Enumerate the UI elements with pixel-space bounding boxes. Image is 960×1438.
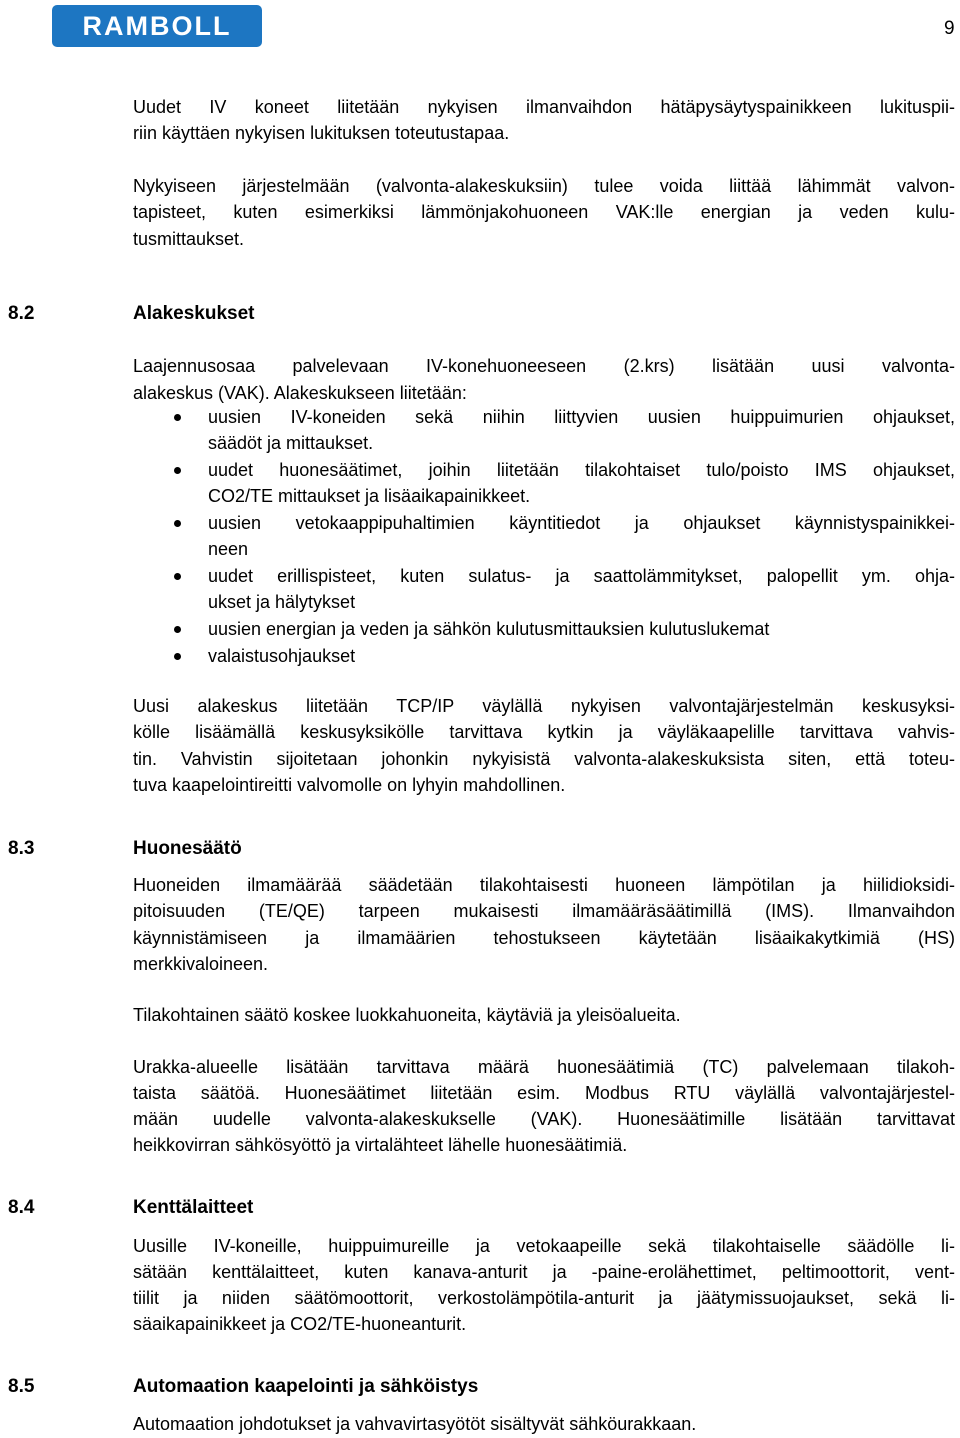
text-line: tuva kaapelointireitti valvomolle on lyhyin mahdollinen. <box>133 775 566 795</box>
list-item: valaistusohjaukset <box>208 646 356 666</box>
section-number: 8.2 <box>8 303 35 324</box>
section-title: Huonesäätö <box>133 838 242 859</box>
text-line: alakeskus (VAK). Alakeskukseen liitetään: <box>133 383 467 403</box>
bullet-icon <box>174 414 181 421</box>
text-line: Laajennusosaa palvelevaan IV-konehuoneeseen (2.krs) lisätään uusi valvonta- <box>133 356 955 376</box>
text-line: tapisteet, kuten esimerkiksi lämmönjakohuoneen VAK:lle energian ja veden kulu- <box>133 202 955 222</box>
section-title: Alakeskukset <box>133 303 255 324</box>
text-line: Urakka-alueelle lisätään tarvittava määrä huonesäätimiä (TC) palvelemaan tilakoh- <box>133 1057 955 1077</box>
list-item: uudet huonesäätimet, joihin liitetään tilakohtaiset tulo/poisto IMS ohjaukset, <box>208 460 955 480</box>
section-number: 8.4 <box>8 1197 35 1218</box>
section-number: 8.3 <box>8 838 35 859</box>
text-line: käynnistämiseen ja ilmamäärien tehostukseen käytetään lisäaikakytkimiä (HS) <box>133 928 955 948</box>
text-line: mään uudelle valvonta-alakeskukselle (VAK). Huonesäätimille lisätään tarvittavat <box>133 1109 955 1129</box>
list-item: uusien IV-koneiden sekä niihin liittyvien uusien huippuimurien ohjaukset, <box>208 407 955 427</box>
text-line: sätään kenttälaitteet, kuten kanava-anturit ja -paine-erolähettimet, peltimoottorit, vent- <box>133 1262 955 1282</box>
text-line: Tilakohtainen säätö koskee luokkahuoneita, käytäviä ja yleisöalueita. <box>133 1005 681 1025</box>
bullet-icon <box>174 653 181 660</box>
logo-text: RAMBOLL <box>82 10 232 41</box>
bullet-icon <box>174 573 181 580</box>
text-line: riin käyttäen nykyisen lukituksen toteutustapaa. <box>133 123 510 143</box>
bullet-icon <box>174 520 181 527</box>
text-line: Uusille IV-koneille, huippuimureille ja vetokaapeille sekä tilakohtaiselle säädölle li- <box>133 1236 955 1256</box>
ramboll-logo <box>52 5 262 47</box>
text-line: tusmittaukset. <box>133 229 245 249</box>
text-line: heikkovirran sähkösyöttö ja virtalähteet lähelle huonesäätimiä. <box>133 1135 628 1155</box>
list-item-cont: CO2/TE mittaukset ja lisäaikapainikkeet. <box>208 486 531 506</box>
text-line: tiilit ja niiden säätömoottorit, verkostolämpötila-anturit ja jäätymissuojaukset, sekä li- <box>133 1288 955 1308</box>
list-item: uusien vetokaappipuhaltimien käyntitiedot ja ohjaukset käynnistyspainikkei- <box>208 513 955 533</box>
section-number: 8.5 <box>8 1376 35 1397</box>
list-item-cont: säädöt ja mittaukset. <box>208 433 374 453</box>
bullet-icon <box>174 626 181 633</box>
list-item: uusien energian ja veden ja sähkön kulutusmittauksien kulutuslukemat <box>208 619 770 639</box>
text-line: merkkivaloineen. <box>133 954 269 974</box>
section-title: Automaation kaapelointi ja sähköistys <box>133 1376 479 1397</box>
list-item-cont: ukset ja hälytykset <box>208 592 356 612</box>
text-line: Uudet IV koneet liitetään nykyisen ilmanvaihdon hätäpysäytyspainikkeen lukituspii- <box>133 97 955 117</box>
text-line: kölle lisäämällä keskusyksikölle tarvittava kytkin ja väyläkaapelille tarvittava vahvis- <box>133 722 955 742</box>
text-line: taista säätöä. Huonesäätimet liitetään esim. Modbus RTU väylällä valvontajärjestel- <box>133 1083 955 1103</box>
section-title: Kenttälaitteet <box>133 1197 254 1218</box>
bullet-icon <box>174 467 181 474</box>
text-line: säaikapainikkeet ja CO2/TE-huoneanturit. <box>133 1314 467 1334</box>
text-line: Automaation johdotukset ja vahvavirtasyötöt sisältyvät sähköurakkaan. <box>133 1414 697 1434</box>
text-line: Nykyiseen järjestelmään (valvonta-alakeskuksiin) tulee voida liittää lähimmät valvon- <box>133 176 955 196</box>
list-item: uudet erillispisteet, kuten sulatus- ja saattolämmitykset, palopellit ym. ohja- <box>208 566 955 586</box>
list-item-cont: neen <box>208 539 249 559</box>
text-line: pitoisuuden (TE/QE) tarpeen mukaisesti ilmamääräsäätimillä (IMS). Ilmanvaihdon <box>133 901 955 921</box>
text-line: Uusi alakeskus liitetään TCP/IP väylällä nykyisen valvontajärjestelmän keskusyksi- <box>133 696 955 716</box>
text-line: Huoneiden ilmamäärää säädetään tilakohtaisesti huoneen lämpötilan ja hiilidioksidi- <box>133 875 955 895</box>
page-number: 9 <box>944 18 955 39</box>
text-line: tin. Vahvistin sijoitetaan johonkin nykyisistä valvonta-alakeskuksista siten, että toteu- <box>133 749 955 769</box>
